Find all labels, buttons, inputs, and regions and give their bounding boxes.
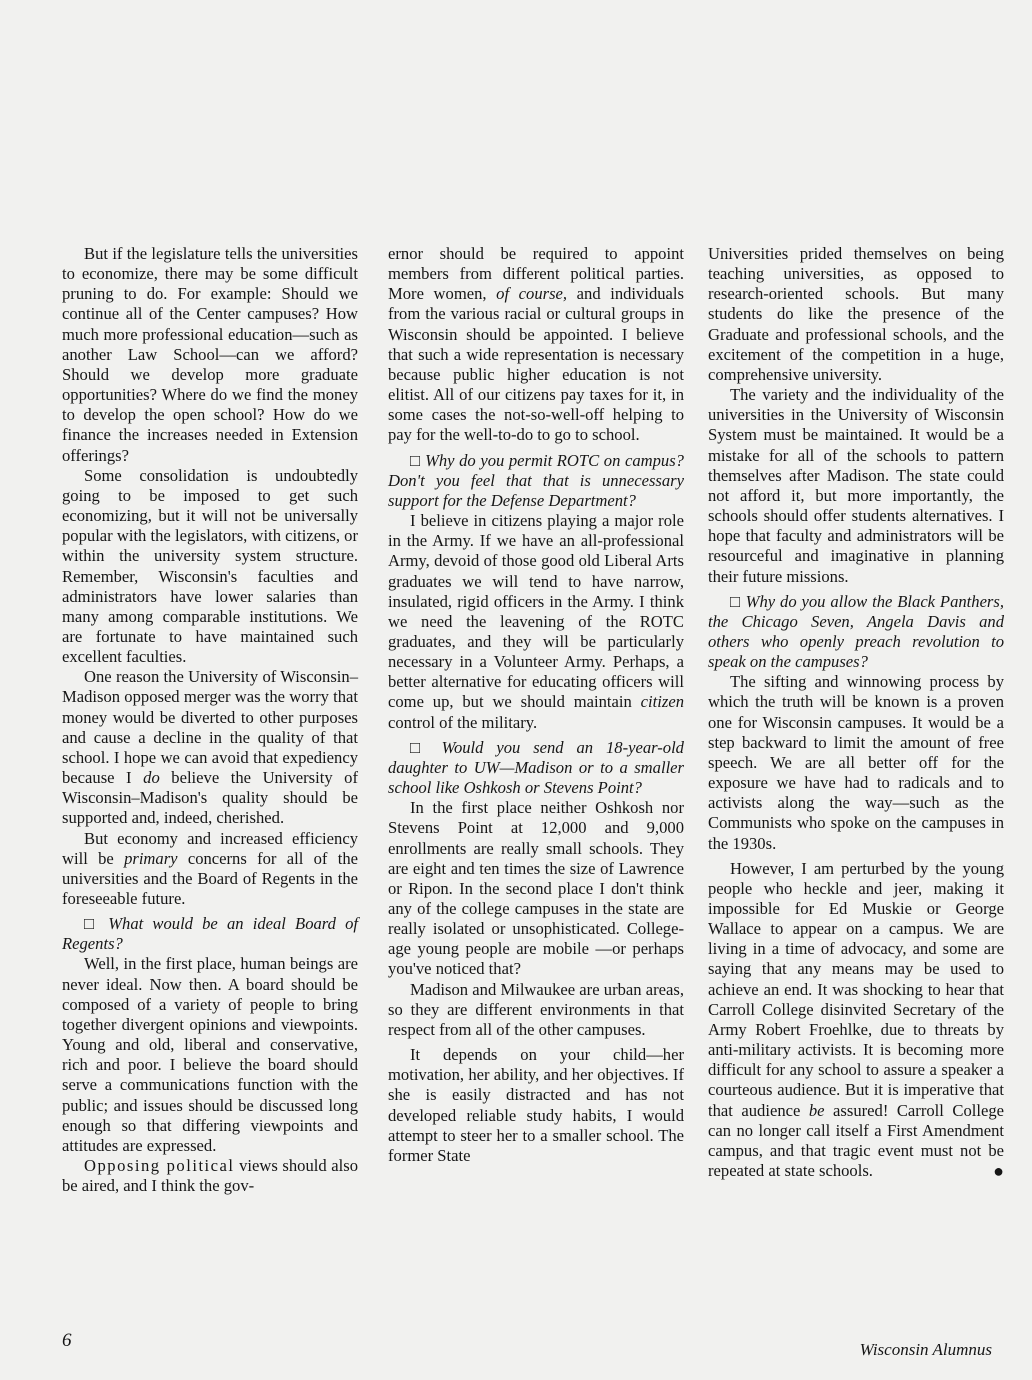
- interview-question: [388, 738, 684, 798]
- page-number: 6: [62, 1330, 72, 1351]
- body-paragraph: [388, 980, 684, 1040]
- body-paragraph: [708, 385, 1004, 587]
- emphasis-text: primary: [124, 848, 178, 868]
- paragraph-text: One reason the University of Wisconsin–Madison opposed merger was the worry that money would be diverted to other purposes and cause a decline in the quality of that school. I hope we can avoid that expediency because I: [62, 667, 358, 788]
- question-text: What would be an ideal Board of Regents?: [62, 914, 358, 954]
- paragraph-text: control of the military.: [388, 712, 538, 732]
- article-column-3: [708, 244, 1004, 1181]
- emphasis-text: do: [143, 768, 160, 788]
- question-text: Why do you permit ROTC on campus? Don't you feel that that is unnecessary support for the Defense Department?: [388, 450, 684, 510]
- emphasis-text: of course,: [496, 284, 568, 304]
- paragraph-text: But economy and increased efficiency will be: [62, 828, 358, 868]
- publication-title: Wisconsin Alumnus: [859, 1340, 992, 1359]
- paragraph-text: The sifting and winnowing process by which the truth will be known is a proven one for Wisconsin campuses. It would be a step backward to limit the amount of free speech. We are all better off for the exposure we have had to radicals and to activists along the way—such as the Communists who spoke on the campuses in the 1930s.: [708, 672, 1004, 853]
- article-column-2: [388, 244, 684, 1166]
- paragraph-text: and individuals from the various racial or cultural groups in Wisconsin should be appointed. I believe that such a wide representation is necessary because public higher education is not elitist. All of our citizens pay taxes for it, in some cases the not-so-well-off helping to pay for the well-to-do to go to school.: [388, 284, 684, 445]
- interview-question: [388, 451, 684, 511]
- paragraph-text: ernor should be required to appoint members from different political parties. More women,: [388, 244, 684, 304]
- emphasis-text: be: [808, 1100, 825, 1120]
- body-paragraph: [708, 672, 1004, 853]
- question-box-icon: □: [84, 914, 100, 934]
- paragraph-text: Madison and Milwaukee are urban areas, so they are different environments in that respect from all of the other campuses.: [388, 979, 684, 1039]
- question-text: Would you send an 18-year-old daughter to UW—Madison or to a smaller school like Oshkosh or Stevens Point?: [388, 737, 684, 798]
- question-box-icon: □: [730, 591, 741, 611]
- paragraph-text: assured! Carroll College can no longer call itself a First Amendment campus, and that tragic event must not be repeated at state schools.: [708, 1100, 1004, 1181]
- question-box-icon: □: [410, 737, 429, 757]
- body-paragraph: [62, 466, 358, 668]
- paragraph-text: However, I am perturbed by the young people who heckle and jeer, making it impossible for Ed Muskie or George Wallace to appear on a campus. We are living in a time of advocacy, and some are saying that any means may be used to achieve an end. It was shocking to hear that Carroll College disinvited Secretary of the Army Robert Froehlke, due to threats by anti-military activists. It is becoming more difficult for any school to assure a speaker a courteous audience. But it is imperative that that audience: [708, 858, 1004, 1120]
- body-paragraph: [388, 511, 684, 733]
- question-text: Why do you allow the Black Panthers, the Chicago Seven, Angela Davis and others who openly preach revolution to speak on the campuses?: [708, 591, 1004, 672]
- interview-question: [708, 592, 1004, 673]
- paragraph-text: Some consolidation is undoubtedly going to be imposed to get such economizing, but it will not be universally popular with the legislators, with citizens, or within the university system structure. Remember, Wisconsin's faculties and administrators have lower salaries than many among comparable institutions. We are fortunate to have maintained such excellent faculties.: [62, 465, 358, 667]
- paragraph-text: views should also be aired, and I think the gov-: [62, 1156, 358, 1196]
- paragraph-text: believe the University of Wisconsin–Madison's quality should be supported and, indeed, cherished.: [62, 768, 358, 828]
- paragraph-text: Well, in the first place, human beings are never ideal. Now then. A board should be composed of a variety of people to bring together divergent opinions and viewpoints. Young and old, liberal and conservative, rich and poor. I believe the board should serve a communications function with the public; and issues should be discussed long enough so that differing viewpoints and attitudes are expressed.: [62, 954, 358, 1155]
- body-paragraph: [388, 798, 684, 979]
- tracked-text: Opposing political: [84, 1156, 235, 1176]
- end-of-article-bullet-icon: ●: [993, 1161, 1004, 1182]
- paragraph-text: But if the legislature tells the universities to economize, there may be some difficult pruning to do. For example: Should we continue all of the Center campuses? How much more professional education—such as another Law School—can we afford? Should we develop more graduate opportunities? Where do we find the money to develop the open school? How do we finance the increases needed in Extension offerings?: [62, 244, 358, 465]
- interview-question: [62, 914, 358, 954]
- body-paragraph: [708, 859, 1004, 1182]
- article-column-1: [62, 244, 358, 1196]
- body-paragraph: [62, 1156, 358, 1196]
- body-paragraph: [708, 244, 1004, 385]
- body-paragraph: [62, 667, 358, 828]
- body-paragraph: [388, 244, 684, 446]
- paragraph-text: I believe in citizens playing a major role in the Army. If we have an all-professional Army, devoid of those good old Liberal Arts graduates we will tend to have narrow, insulated, rigid officers in the Army. I think we need the leavening of the ROTC graduates, and they will be particularly necessary in a Volunteer Army. Perhaps, a better alternative for educating officers will come up, but we should maintain: [388, 511, 684, 712]
- body-paragraph: [62, 829, 358, 910]
- paragraph-text: concerns for all of the universities and the Board of Regents in the foreseeable future.: [62, 848, 358, 908]
- paragraph-text: Universities prided themselves on being teaching universities, as opposed to research-oriented schools. But many students do like the presence of the Graduate and professional schools, and the excitement of the competition in a huge, comprehensive university.: [708, 244, 1004, 384]
- body-paragraph: [388, 1045, 684, 1166]
- paragraph-text: In the first place neither Oshkosh nor Stevens Point at 12,000 and 9,000 enrollments are really small schools. They are eight and ten times the size of Lawrence or Ripon. In the second place I don't think any of the college campuses in the state are really isolated or unsophisticated. College-age young people are mobile —or perhaps you've noticed that?: [388, 798, 684, 979]
- question-box-icon: □: [410, 450, 421, 470]
- paragraph-text: The variety and the individuality of the universities in the University of Wisconsin System must be maintained. It would be a mistake for all of the schools to pattern themselves after Madison. The state could not afford it, but more importantly, the schools should offer students alternatives. I hope that faculty and administrators will be resourceful and imaginative in planning their future missions.: [708, 385, 1004, 586]
- paragraph-text: It depends on your child—her motivation, her ability, and her objectives. If she is easily distracted and has not developed reliable study habits, I would attempt to steer her to a smaller school. The former State: [388, 1045, 684, 1165]
- emphasis-text: citizen: [640, 692, 684, 712]
- body-paragraph: [62, 244, 358, 466]
- body-paragraph: [62, 954, 358, 1156]
